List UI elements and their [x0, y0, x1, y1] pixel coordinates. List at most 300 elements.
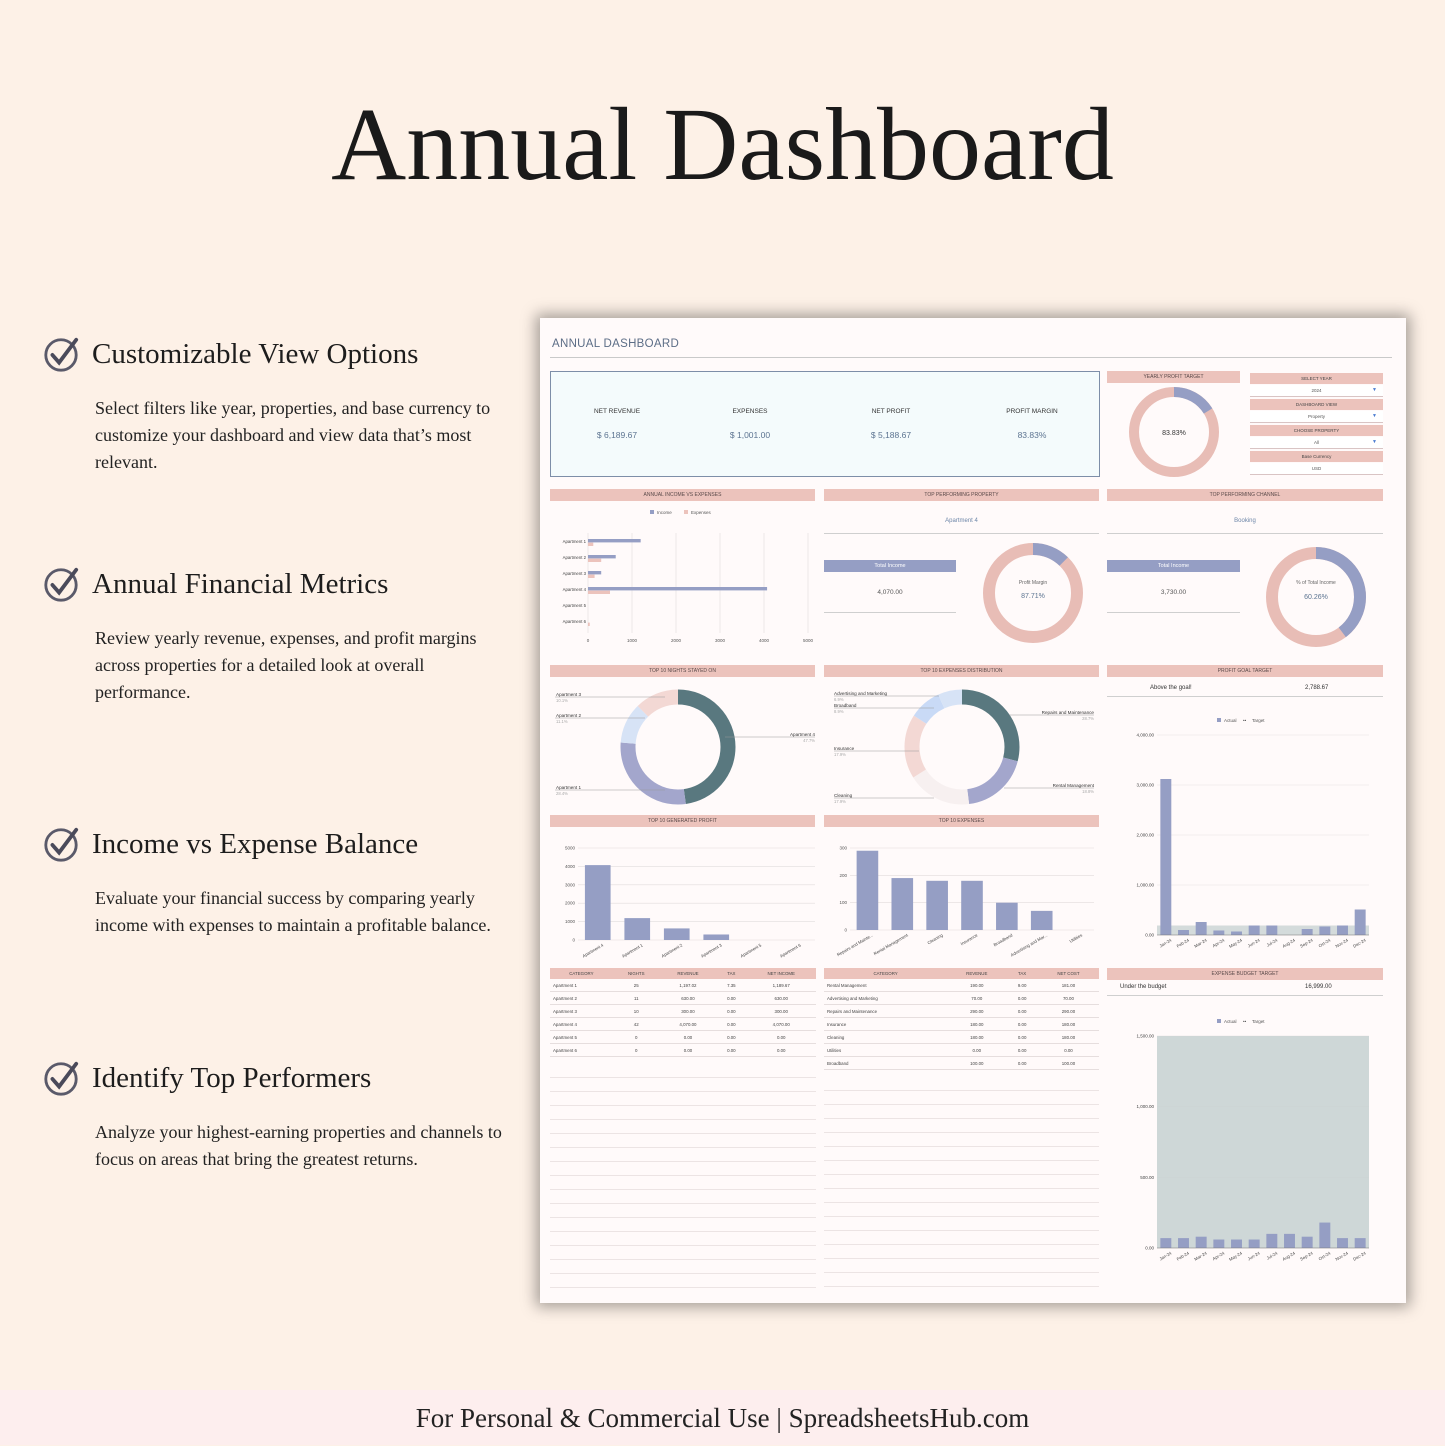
bar — [1031, 911, 1053, 930]
table-cell: 11 — [613, 992, 660, 1005]
bar — [1355, 910, 1366, 936]
bar — [891, 878, 913, 930]
dropdown-arrow-icon: ▼ — [1372, 413, 1377, 419]
category-label: Nov-24 — [1334, 937, 1349, 949]
kpi-net-revenue — [557, 408, 677, 440]
table-row — [824, 1005, 1099, 1018]
dashboard-title: ANNUAL DASHBOARD — [552, 338, 680, 350]
bar — [1249, 926, 1260, 936]
category-label: Apartment 6 — [778, 942, 802, 959]
slice-label: Broadband — [834, 703, 857, 708]
category-label: Apartment 6 — [562, 619, 586, 624]
table-cell: 290.00 — [1038, 1005, 1099, 1018]
empty-row — [550, 1134, 816, 1148]
divider — [1107, 995, 1383, 996]
profit-margin-ring — [980, 540, 1086, 646]
category-label: Sep-24 — [1299, 1250, 1314, 1262]
tick-label: 0.00 — [1145, 932, 1154, 938]
check-circle-icon — [42, 335, 80, 373]
view-select[interactable] — [1250, 411, 1383, 423]
bar — [1160, 779, 1171, 935]
empty-row — [824, 1217, 1099, 1231]
category-label: Jul-24 — [1265, 937, 1279, 948]
empty-row — [550, 1092, 816, 1106]
table-cell: 9.00 — [1006, 979, 1038, 992]
bar — [1302, 1237, 1313, 1248]
channel-share-ring — [1263, 544, 1369, 650]
expense-distribution-header: TOP 10 EXPENSES DISTRIBUTION — [824, 665, 1099, 677]
empty-row — [550, 1274, 816, 1288]
kpi-label: NET REVENUE — [593, 408, 641, 415]
tick-label: 200 — [839, 872, 847, 878]
expense-distribution-donut-chart — [824, 680, 1099, 812]
bar — [1266, 1234, 1277, 1248]
bar — [1319, 1223, 1330, 1248]
divider — [1107, 612, 1240, 613]
bar — [624, 918, 650, 940]
category-label: Apartment 5 — [562, 603, 586, 608]
generated-profit-chart — [550, 830, 820, 965]
budget-status: Under the budget — [1120, 984, 1167, 990]
ring-value: 60.26% — [1304, 594, 1328, 601]
column-header: NET INCOME — [746, 968, 816, 979]
feature-title: Customizable View Options — [92, 337, 419, 370]
table-cell: 0.00 — [746, 1031, 816, 1044]
feature-income-expense-balance — [42, 825, 512, 939]
year-select[interactable] — [1250, 385, 1383, 397]
select-value: 2024 — [1311, 388, 1322, 393]
divider — [824, 533, 1099, 534]
category-label: Jun-24 — [1246, 1250, 1261, 1262]
feature-financial-metrics — [42, 565, 512, 706]
table-cell: Apartment 1 — [550, 979, 613, 992]
table-cell: Apartment 5 — [550, 1031, 613, 1044]
legend-marker: •• — [1243, 718, 1247, 723]
table-cell: 0.00 — [746, 1044, 816, 1057]
empty-row — [550, 1260, 816, 1274]
tick-label: 4,000.00 — [1136, 732, 1154, 738]
select-value: All — [1313, 440, 1319, 445]
column-header: REVENUE — [947, 968, 1006, 979]
check-circle-icon — [42, 1059, 80, 1097]
legend-swatch — [1217, 1019, 1221, 1023]
bar — [961, 881, 983, 930]
kpi-value: $ 5,188.67 — [870, 430, 912, 440]
tick-label: 3,000.00 — [1136, 782, 1154, 788]
legend-swatch — [1217, 718, 1221, 722]
category-label: Rental Management — [872, 932, 909, 957]
table-row — [824, 992, 1099, 1005]
category-label: Feb-24 — [1175, 937, 1190, 949]
empty-row — [824, 1203, 1099, 1217]
check-circle-icon — [42, 565, 80, 603]
table-row — [824, 1018, 1099, 1031]
slice-label: Apartment 1 — [556, 785, 582, 790]
choose-property-label: CHOOSE PROPERTY — [1250, 425, 1383, 436]
table-cell: 7.35 — [716, 979, 746, 992]
bar — [703, 934, 729, 940]
category-label: Jan-24 — [1158, 937, 1173, 949]
select-year-label: SELECT YEAR — [1250, 373, 1383, 384]
empty-row — [824, 1175, 1099, 1189]
category-label: Mar-24 — [1193, 937, 1208, 949]
kpi-panel — [550, 371, 1100, 477]
column-header: CATEGORY — [550, 968, 613, 979]
feature-top-performers — [42, 1059, 512, 1173]
category-label: Apartment 3 — [562, 571, 586, 576]
goal-amount: 2,788.67 — [1305, 685, 1329, 691]
category-label: Apartment 2 — [660, 942, 684, 959]
budget-amount: 16,999.00 — [1305, 984, 1332, 990]
empty-row — [824, 1119, 1099, 1133]
empty-row — [550, 1190, 816, 1204]
legend-swatch — [684, 510, 688, 514]
empty-row — [550, 1106, 816, 1120]
slice-pct: 17.9% — [834, 799, 846, 804]
tick-label: 1000 — [564, 919, 575, 925]
feature-customizable-view — [42, 335, 512, 476]
slice-pct: 8.9% — [834, 709, 844, 714]
slice-label: Rental Management — [1052, 783, 1094, 788]
empty-row — [550, 1148, 816, 1162]
footer: For Personal & Commercial Use | SpreadsheetsHub.com — [0, 1390, 1445, 1445]
kpi-value: 83.83% — [1017, 430, 1047, 440]
table-row — [550, 1044, 816, 1057]
income-vs-expenses-header: ANNUAL INCOME VS EXPENSES — [550, 489, 815, 501]
bar — [588, 559, 601, 562]
category-label: May-24 — [1228, 1250, 1243, 1263]
select-value: USD — [1311, 466, 1322, 471]
ring-label: % of Total Income — [1296, 580, 1336, 586]
bar — [1337, 926, 1348, 936]
column-header: TAX — [1006, 968, 1038, 979]
feature-title: Income vs Expense Balance — [92, 827, 419, 860]
bar — [588, 587, 767, 590]
table-cell: 290.00 — [947, 1005, 1006, 1018]
ring-label: Profit Margin — [1018, 580, 1048, 586]
table-row — [550, 1005, 816, 1018]
bar — [1302, 929, 1313, 935]
empty-row — [550, 1176, 816, 1190]
bar — [1231, 932, 1242, 936]
currency-field[interactable] — [1250, 463, 1383, 475]
empty-row — [550, 1232, 816, 1246]
feature-description: Select filters like year, properties, and base currency to customize your dashboard and view data that’s most relevant. — [95, 398, 491, 472]
bar — [996, 903, 1018, 930]
table-row — [550, 979, 816, 992]
dropdown-arrow-icon: ▼ — [1372, 387, 1377, 393]
tick-label: 0 — [572, 937, 575, 943]
table-cell: 70.00 — [1038, 992, 1099, 1005]
category-label: Nov-24 — [1334, 1250, 1349, 1262]
goal-status: Above the goal! — [1150, 685, 1192, 691]
feature-title: Identify Top Performers — [92, 1061, 372, 1094]
empty-row — [550, 1064, 816, 1078]
table-row — [824, 1057, 1099, 1070]
table-cell: 300.00 — [660, 1005, 717, 1018]
feature-title: Annual Financial Metrics — [92, 567, 389, 600]
bar — [1355, 1238, 1366, 1248]
empty-rows — [550, 1064, 816, 1288]
property-select[interactable] — [1250, 437, 1383, 449]
expense-budget-chart — [1107, 1013, 1383, 1283]
slice-pct: 28.7% — [1082, 716, 1094, 721]
bar — [1249, 1240, 1260, 1248]
top-property-header: TOP PERFORMING PROPERTY — [824, 489, 1099, 501]
table-cell: 1,197.02 — [660, 979, 717, 992]
kpi-label: NET PROFIT — [871, 408, 911, 415]
table-cell: 10 — [613, 1005, 660, 1018]
kpi-label: EXPENSES — [732, 408, 768, 415]
tick-label: 2,000.00 — [1136, 832, 1154, 838]
slice-pct: 10.1% — [556, 698, 568, 703]
table-cell: Insurance — [824, 1018, 947, 1031]
column-header: NET COST — [1038, 968, 1099, 979]
table-cell: Apartment 4 — [550, 1018, 613, 1031]
table-cell: 0.00 — [1006, 1044, 1038, 1057]
category-label: Apartment 4 — [581, 942, 605, 959]
bar — [857, 851, 879, 930]
tick-label: 0.00 — [1145, 1245, 1154, 1251]
category-label: Mar-24 — [1193, 1250, 1208, 1262]
tick-label: 0 — [586, 638, 590, 643]
tick-label: 5000 — [564, 845, 575, 851]
category-label: Dec-24 — [1352, 937, 1367, 949]
table-cell: Repairs and Maintenance — [824, 1005, 947, 1018]
tick-label: 2000 — [670, 638, 682, 643]
empty-row — [824, 1259, 1099, 1273]
tick-label: 0 — [844, 927, 847, 933]
table-cell: 300.00 — [746, 1005, 816, 1018]
slice-label: Repairs and Maintenance — [1041, 710, 1094, 715]
slice-label: Insurance — [834, 746, 855, 751]
top-property-name: Apartment 4 — [945, 518, 978, 524]
table-cell: Advertising and Marketing — [824, 992, 947, 1005]
table-cell: 0.00 — [1006, 1005, 1038, 1018]
table-cell: 0.00 — [716, 1044, 746, 1057]
table-cell: 630.00 — [660, 992, 717, 1005]
table-cell: 180.00 — [947, 1018, 1006, 1031]
kpi-expenses — [690, 408, 810, 440]
property-table — [550, 968, 816, 1057]
table-cell: 630.00 — [746, 992, 816, 1005]
income-vs-expenses-chart — [550, 503, 820, 651]
bar — [1337, 1238, 1348, 1248]
table-row — [824, 1031, 1099, 1044]
empty-row — [824, 1091, 1099, 1105]
empty-row — [550, 1246, 816, 1260]
category-label: Sep-24 — [1299, 937, 1314, 949]
category-label: Apr-24 — [1211, 937, 1226, 949]
top-channel-header: TOP PERFORMING CHANNEL — [1107, 489, 1383, 501]
empty-row — [824, 1161, 1099, 1175]
table-cell: 0.00 — [1006, 1018, 1038, 1031]
category-label: Dec-24 — [1352, 1250, 1367, 1262]
legend-label: Actual — [1224, 718, 1237, 723]
category-label: Utilities — [1068, 932, 1084, 944]
category-label: Aug-24 — [1281, 1250, 1296, 1262]
table-row — [824, 1044, 1099, 1057]
yearly-profit-target-header: YEARLY PROFIT TARGET — [1107, 371, 1240, 383]
bar — [1178, 930, 1189, 935]
bar — [1319, 927, 1330, 936]
tick-label: 4000 — [564, 863, 575, 869]
empty-rows — [824, 1077, 1099, 1287]
divider — [824, 612, 956, 613]
column-header: CATEGORY — [824, 968, 947, 979]
top-expenses-chart — [824, 830, 1099, 965]
category-label: Apartment 3 — [699, 942, 723, 959]
table-row — [824, 979, 1099, 992]
legend-swatch — [650, 510, 654, 514]
empty-row — [550, 1120, 816, 1134]
table-cell: 0.00 — [1006, 1057, 1038, 1070]
category-label: Apartment 1 — [562, 539, 586, 544]
category-label: Apr-24 — [1211, 1250, 1226, 1262]
slice-label: Apartment 2 — [556, 713, 582, 718]
tick-label: 1,000.00 — [1136, 882, 1154, 888]
empty-row — [824, 1245, 1099, 1259]
select-value: Property — [1307, 414, 1325, 419]
feature-description: Review yearly revenue, expenses, and profit margins across properties for a detailed look at overall performance. — [95, 628, 477, 702]
kpi-value: $ 1,001.00 — [729, 430, 771, 440]
column-header: REVENUE — [660, 968, 717, 979]
column-header: TAX — [716, 968, 746, 979]
empty-row — [824, 1147, 1099, 1161]
category-label: Feb-24 — [1175, 1250, 1190, 1262]
tick-label: 500.00 — [1140, 1174, 1154, 1180]
tick-label: 5000 — [802, 638, 814, 643]
bar — [588, 623, 590, 626]
category-label: Oct-24 — [1317, 937, 1332, 949]
table-cell: 70.00 — [947, 992, 1006, 1005]
table-cell: 1,189.67 — [746, 979, 816, 992]
tick-label: 1,000.00 — [1136, 1104, 1154, 1110]
bar — [1266, 926, 1277, 936]
expense-table — [824, 968, 1099, 1070]
bar — [588, 555, 616, 558]
slice-pct: 18.8% — [1082, 789, 1094, 794]
bar — [1213, 1240, 1224, 1248]
slice-label: Advertising and Marketing — [834, 691, 888, 696]
table-cell: 181.00 — [1038, 979, 1099, 992]
tick-label: 300 — [839, 845, 847, 851]
bar — [664, 928, 690, 940]
tick-label: 1,500.00 — [1136, 1033, 1154, 1039]
table-cell: Apartment 2 — [550, 992, 613, 1005]
legend-label: Expenses — [691, 510, 711, 515]
table-cell: 190.00 — [947, 979, 1006, 992]
table-cell: 0.00 — [1006, 1031, 1038, 1044]
table-cell: 100.00 — [947, 1057, 1006, 1070]
total-income-label: Total Income — [824, 560, 956, 572]
category-label: Apartment 4 — [562, 587, 586, 592]
empty-row — [824, 1105, 1099, 1119]
check-circle-icon — [42, 825, 80, 863]
column-header: NIGHTS — [613, 968, 660, 979]
slice-pct: 11.1% — [556, 719, 568, 724]
category-label: Broadband — [992, 932, 1014, 948]
table-cell: 0 — [613, 1031, 660, 1044]
table-cell: 0 — [613, 1044, 660, 1057]
category-label: Jun-24 — [1246, 937, 1261, 949]
slice-pct: 6.9% — [834, 697, 844, 702]
top-channel-name: Booking — [1234, 518, 1256, 524]
title-divider — [550, 357, 1392, 358]
category-label: Insurance — [959, 932, 979, 947]
tick-label: 4000 — [758, 638, 770, 643]
empty-row — [824, 1189, 1099, 1203]
slice-pct: 17.9% — [834, 752, 846, 757]
total-income-value: 4,070.00 — [877, 589, 903, 596]
feature-description: Analyze your highest-earning properties and channels to focus on areas that bring the greatest returns. — [95, 1122, 502, 1169]
page-title: Annual Dashboard — [331, 87, 1114, 202]
category-label: Advertising and Mar... — [1009, 932, 1049, 958]
table-cell: 0.00 — [716, 1005, 746, 1018]
category-label: May-24 — [1228, 937, 1243, 950]
kpi-profit-margin — [972, 408, 1092, 440]
empty-row — [824, 1231, 1099, 1245]
empty-row — [550, 1162, 816, 1176]
table-cell: Apartment 3 — [550, 1005, 613, 1018]
table-cell: 0.00 — [660, 1044, 717, 1057]
bar — [1213, 931, 1224, 936]
legend-label: Target — [1252, 1019, 1265, 1024]
profit-goal-header: PROFIT GOAL TARGET — [1107, 665, 1383, 677]
category-label: Cleaning — [926, 932, 944, 946]
kpi-value: $ 6,189.67 — [596, 430, 638, 440]
category-label: Apartment 5 — [739, 942, 763, 959]
table-cell: Apartment 6 — [550, 1044, 613, 1057]
empty-row — [550, 1218, 816, 1232]
ring-value: 87.71% — [1021, 593, 1045, 600]
slice-label: Apartment 3 — [556, 692, 582, 697]
total-income-label: Total Income — [1107, 560, 1240, 572]
feature-description: Evaluate your financial success by comparing yearly income with expenses to maintain a profitable balance. — [95, 888, 491, 935]
table-cell: Broadband — [824, 1057, 947, 1070]
slice-label: Cleaning — [834, 793, 853, 798]
ring-value: 83.83% — [1162, 430, 1186, 437]
bar — [588, 539, 641, 542]
bar — [1196, 1237, 1207, 1248]
tick-label: 2000 — [564, 900, 575, 906]
category-label: Jul-24 — [1265, 1250, 1279, 1261]
table-cell: Rental Management — [824, 979, 947, 992]
bar — [1160, 1238, 1171, 1248]
tick-label: 3000 — [714, 638, 726, 643]
bar — [926, 881, 948, 930]
empty-row — [824, 1077, 1099, 1091]
table-cell: 0.00 — [716, 1031, 746, 1044]
bar — [1231, 1240, 1242, 1248]
table-cell: 0.00 — [716, 992, 746, 1005]
nights-donut-chart — [550, 680, 820, 812]
expense-budget-header: EXPENSE BUDGET TARGET — [1107, 968, 1383, 980]
dashboard-view-label: DASHBOARD VIEW — [1250, 399, 1383, 410]
table-row — [550, 1031, 816, 1044]
empty-row — [824, 1273, 1099, 1287]
category-label: Aug-24 — [1281, 937, 1296, 949]
base-currency-label: Base Currency — [1250, 451, 1383, 462]
table-cell: 180.00 — [1038, 1018, 1099, 1031]
legend-label: Target — [1252, 718, 1265, 723]
bar — [588, 575, 595, 578]
bar — [588, 591, 610, 594]
table-cell: 0.00 — [1038, 1044, 1099, 1057]
dashboard-preview — [540, 318, 1406, 1303]
bar — [1178, 1238, 1189, 1248]
kpi-label: PROFIT MARGIN — [1006, 408, 1058, 415]
